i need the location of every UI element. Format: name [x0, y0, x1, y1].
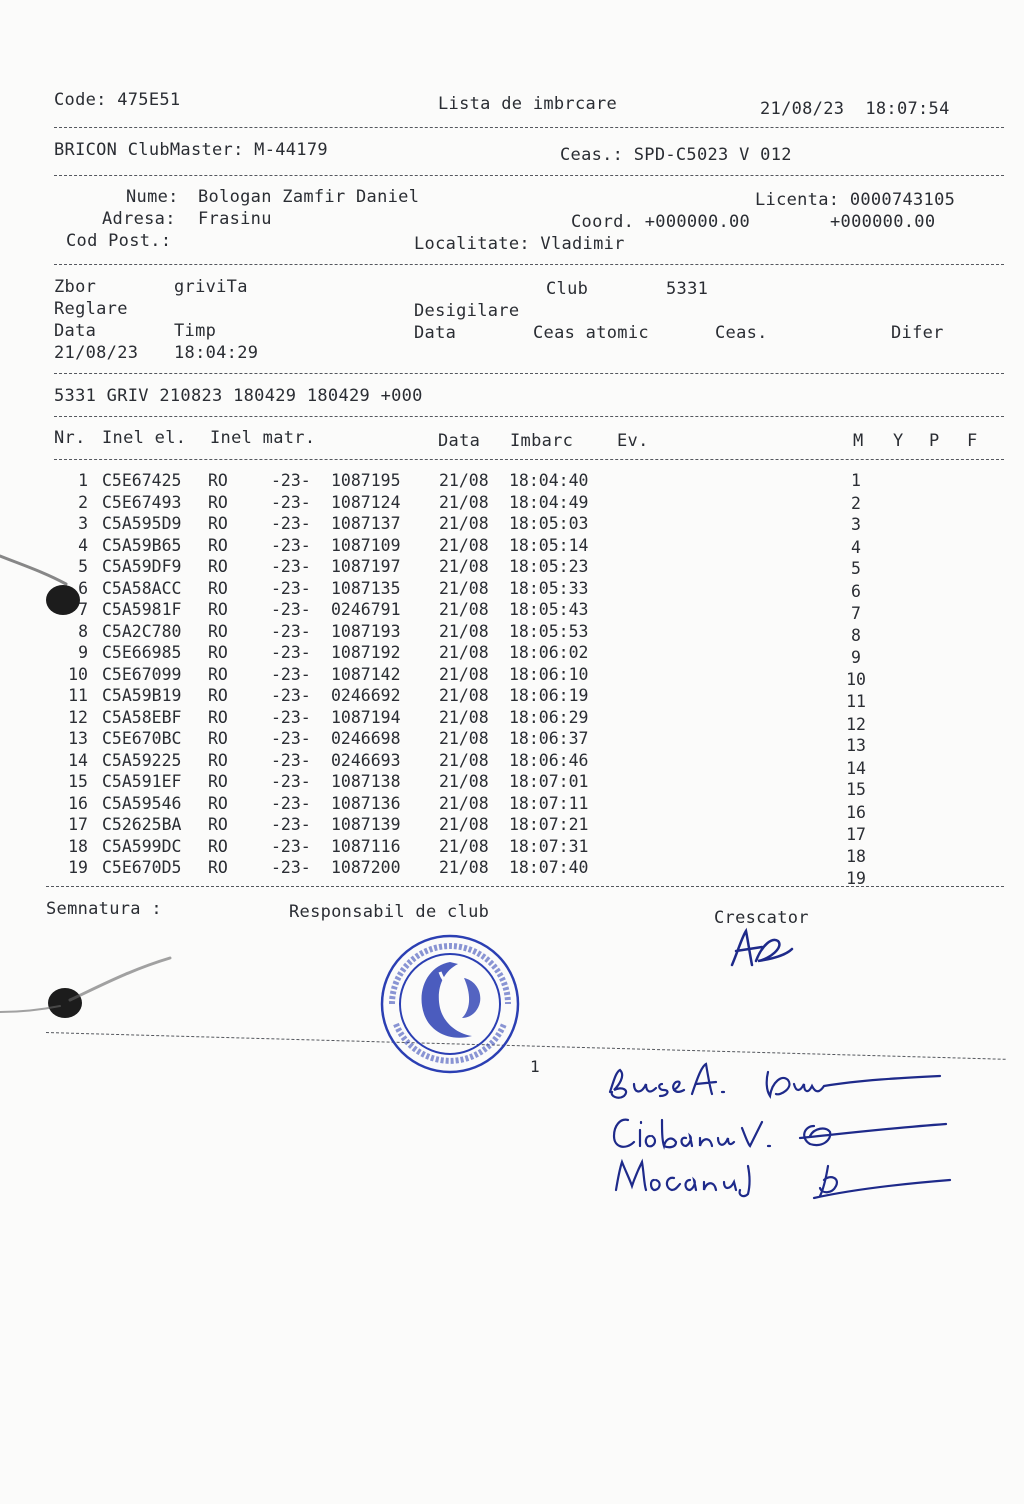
cell-matr: 1087195 — [331, 471, 401, 490]
cell-an: -23- — [271, 557, 311, 576]
cell-ro: RO — [208, 793, 228, 813]
cell-inel: C5A58EBF — [102, 707, 182, 727]
cell-m: 17 — [846, 825, 866, 844]
cell-nr: 13 — [68, 729, 88, 748]
cell-ro: RO — [208, 729, 228, 748]
cell-data: 21/08 — [439, 621, 489, 641]
cell-ro: RO — [208, 621, 228, 641]
cell-imbarc: 18:06:19 — [509, 686, 589, 705]
cell-inel: C5E670D5 — [102, 858, 182, 877]
cell-data: 21/08 — [439, 858, 489, 877]
reglare-label: Reglare — [54, 299, 128, 319]
cell-data: 21/08 — [439, 578, 489, 598]
cell-imbarc: 18:05:23 — [509, 557, 589, 576]
flight-name: griviTa — [174, 277, 248, 297]
col-m: M — [853, 431, 864, 451]
cell-data: 21/08 — [439, 772, 489, 791]
binder-wire — [0, 950, 180, 1020]
table-row — [0, 622, 1024, 643]
cell-inel: C5E67099 — [102, 664, 182, 684]
cell-an: -23- — [271, 621, 311, 641]
cell-matr: 0246692 — [331, 686, 401, 705]
cell-data: 21/08 — [439, 471, 489, 490]
code-label: Code: 475E51 — [54, 90, 181, 110]
cell-imbarc: 18:05:53 — [509, 621, 589, 641]
cell-m: 10 — [846, 669, 866, 689]
cell-matr: 1087135 — [331, 578, 401, 598]
table-row — [0, 793, 1024, 822]
ceas-label: Ceas. — [715, 323, 768, 343]
divider — [54, 459, 1004, 460]
cell-m: 16 — [846, 802, 866, 822]
cell-matr: 1087142 — [331, 664, 401, 684]
club-responsible-label: Responsabil de club — [289, 902, 490, 922]
cell-inel: C5A59DF9 — [102, 557, 182, 576]
cell-inel: C5E67425 — [102, 471, 182, 490]
cell-imbarc: 18:05:43 — [509, 600, 589, 619]
cell-data: 21/08 — [439, 707, 489, 727]
cell-nr: 1 — [78, 471, 88, 490]
col-f: F — [967, 431, 978, 451]
cell-m: 4 — [851, 537, 861, 557]
reglare-date: 21/08/23 — [54, 343, 139, 363]
signature-label: Semnatura : — [46, 899, 162, 919]
cell-inel: C52625BA — [102, 815, 182, 834]
cell-m: 18 — [846, 846, 866, 866]
table-row — [0, 707, 1024, 734]
table-row — [0, 600, 1024, 621]
clock-id: Ceas.: SPD-C5023 V 012 — [560, 145, 792, 165]
coordinates-secondary: +000000.00 — [830, 212, 936, 232]
cell-inel: C5A591EF — [102, 772, 182, 791]
cell-an: -23- — [271, 514, 311, 533]
cell-matr: 1087193 — [331, 621, 401, 641]
cell-data: 21/08 — [439, 492, 489, 512]
cell-nr: 15 — [68, 772, 88, 791]
club-stamp — [378, 932, 522, 1076]
cell-an: -23- — [271, 707, 311, 727]
cell-matr: 1087116 — [331, 836, 401, 856]
cell-matr: 0246698 — [331, 729, 401, 748]
cell-nr: 10 — [68, 664, 88, 684]
cell-ro: RO — [208, 836, 228, 856]
adresa-label: Adresa: — [102, 209, 176, 229]
cell-m: 14 — [846, 758, 866, 778]
table-row — [0, 858, 1024, 888]
locality: Localitate: Vladimir — [414, 234, 625, 254]
cell-matr: 1087138 — [331, 772, 401, 791]
cell-matr: 1087137 — [331, 514, 401, 533]
col-inel-el: Inel el. — [102, 428, 187, 448]
table-row — [0, 729, 1024, 755]
cell-data: 21/08 — [439, 535, 489, 555]
cell-an: -23- — [271, 750, 311, 770]
cell-ro: RO — [208, 707, 228, 727]
col-imbarc: Imbarc — [510, 431, 574, 451]
zbor-label: Zbor — [54, 277, 97, 297]
cell-nr: 9 — [78, 643, 88, 662]
cell-inel: C5A58ACC — [102, 578, 182, 598]
cell-an: -23- — [271, 664, 311, 684]
table-row — [0, 643, 1024, 667]
cell-nr: 8 — [78, 621, 88, 641]
cell-m: 3 — [851, 515, 861, 534]
cell-an: -23- — [271, 578, 311, 598]
cell-an: -23- — [271, 836, 311, 856]
cell-imbarc: 18:06:10 — [509, 664, 589, 684]
cell-ro: RO — [208, 578, 228, 598]
cell-inel: C5A59546 — [102, 793, 182, 813]
cell-imbarc: 18:06:37 — [509, 729, 589, 748]
cell-inel: C5E67493 — [102, 492, 182, 512]
cell-ro: RO — [208, 514, 228, 533]
cell-ro: RO — [208, 815, 228, 834]
cell-nr: 14 — [68, 750, 88, 770]
cell-matr: 1087124 — [331, 492, 401, 512]
table-row — [0, 836, 1024, 866]
club-label: Club — [546, 279, 589, 299]
cell-inel: C5E670BC — [102, 729, 182, 748]
cell-data: 21/08 — [439, 750, 489, 770]
cell-ro: RO — [208, 686, 228, 705]
cell-ro: RO — [208, 535, 228, 555]
cell-an: -23- — [271, 535, 311, 555]
ceas-atomic-label: Ceas atomic — [533, 323, 649, 343]
cell-inel: C5A2C780 — [102, 621, 182, 641]
table-row — [0, 536, 1024, 557]
cell-m: 11 — [846, 692, 866, 711]
flight-code-line: 5331 GRIV 210823 180429 180429 +000 — [54, 386, 423, 406]
table-row — [0, 557, 1024, 578]
page-title: Lista de imbrcare — [438, 94, 618, 114]
cell-ro: RO — [208, 643, 228, 662]
cell-nr: 2 — [78, 492, 88, 512]
table-row — [0, 471, 1024, 492]
breeder-signature — [712, 925, 812, 971]
cell-imbarc: 18:04:40 — [509, 471, 589, 490]
cell-m: 12 — [846, 714, 866, 734]
cell-imbarc: 18:05:14 — [509, 535, 589, 555]
cell-an: -23- — [271, 729, 311, 748]
cell-data: 21/08 — [439, 643, 489, 662]
cell-ro: RO — [208, 600, 228, 619]
cell-data: 21/08 — [439, 514, 489, 533]
owner-address: Frasinu — [198, 209, 272, 229]
divider — [54, 416, 1004, 417]
cell-data: 21/08 — [439, 729, 489, 748]
cell-matr: 1087200 — [331, 858, 401, 877]
binder-wire — [0, 550, 80, 620]
cell-m: 5 — [851, 559, 861, 578]
cell-inel: C5A59225 — [102, 750, 182, 770]
data-label: Data — [54, 321, 97, 341]
coordinates: Coord. +000000.00 — [571, 212, 751, 232]
cell-imbarc: 18:07:21 — [509, 815, 589, 834]
table-row — [0, 493, 1024, 514]
cell-an: -23- — [271, 471, 311, 490]
cell-imbarc: 18:06:29 — [509, 707, 589, 727]
col-nr: Nr. — [54, 428, 86, 448]
cell-nr: 11 — [68, 686, 88, 705]
cell-inel: C5A59B65 — [102, 535, 182, 555]
cell-matr: 1087192 — [331, 643, 401, 662]
timp-label: Timp — [174, 321, 217, 341]
cell-matr: 1087197 — [331, 557, 401, 576]
cell-nr: 18 — [68, 836, 88, 856]
cell-ro: RO — [208, 858, 228, 877]
cell-ro: RO — [208, 557, 228, 576]
cell-nr: 7 — [78, 600, 88, 619]
cell-data: 21/08 — [439, 836, 489, 856]
cell-matr: 0246791 — [331, 600, 401, 619]
col-inel-matr: Inel matr. — [210, 428, 316, 448]
nume-label: Nume: — [126, 187, 179, 207]
cell-nr: 19 — [68, 858, 88, 877]
desigilare-label: Desigilare — [414, 301, 520, 321]
committee-signatures — [600, 1050, 960, 1210]
cell-inel: C5A599DC — [102, 836, 182, 856]
cell-imbarc: 18:04:49 — [509, 492, 589, 512]
cell-data: 21/08 — [439, 815, 489, 834]
software-version: BRICON ClubMaster: M-44179 — [54, 140, 328, 160]
cell-data: 21/08 — [439, 793, 489, 813]
cell-imbarc: 18:06:02 — [509, 643, 589, 662]
cell-inel: C5E66985 — [102, 643, 182, 662]
data2-label: Data — [414, 323, 457, 343]
cell-m: 15 — [846, 780, 866, 799]
col-y: Y — [893, 431, 904, 451]
cell-m: 19 — [846, 869, 866, 888]
cell-matr: 1087136 — [331, 793, 401, 813]
table-row — [0, 815, 1024, 844]
cell-an: -23- — [271, 600, 311, 619]
cell-nr: 4 — [78, 535, 88, 555]
breeder-label: Crescator — [714, 908, 809, 928]
cod-post-label: Cod Post.: — [66, 231, 172, 251]
divider — [54, 264, 1004, 265]
cell-data: 21/08 — [439, 600, 489, 619]
divider — [54, 127, 1004, 128]
page-number: 1 — [530, 1057, 540, 1076]
cell-an: -23- — [271, 492, 311, 512]
cell-ro: RO — [208, 772, 228, 791]
cell-ro: RO — [208, 750, 228, 770]
cell-inel: C5A5981F — [102, 600, 182, 619]
cell-inel: C5A595D9 — [102, 514, 182, 533]
club-number: 5331 — [666, 279, 709, 299]
table-row — [0, 772, 1024, 799]
table-row — [0, 664, 1024, 689]
cell-imbarc: 18:07:40 — [509, 858, 589, 877]
cell-m: 7 — [851, 604, 861, 623]
cell-m: 8 — [851, 625, 861, 645]
cell-matr: 0246693 — [331, 750, 401, 770]
cell-ro: RO — [208, 471, 228, 490]
cell-matr: 1087194 — [331, 707, 401, 727]
cell-nr: 5 — [78, 557, 88, 576]
cell-ro: RO — [208, 664, 228, 684]
print-datetime: 21/08/23 18:07:54 — [760, 99, 950, 119]
cell-imbarc: 18:05:03 — [509, 514, 589, 533]
cell-m: 1 — [851, 471, 861, 490]
cell-m: 2 — [851, 493, 861, 513]
cell-an: -23- — [271, 686, 311, 705]
col-p: P — [929, 431, 940, 451]
cell-imbarc: 18:07:01 — [509, 772, 589, 791]
cell-data: 21/08 — [439, 664, 489, 684]
cell-an: -23- — [271, 858, 311, 877]
cell-imbarc: 18:05:33 — [509, 578, 589, 598]
divider — [46, 886, 1004, 887]
cell-inel: C5A59B19 — [102, 686, 182, 705]
table-row — [0, 579, 1024, 600]
cell-matr: 1087109 — [331, 535, 401, 555]
reglare-time: 18:04:29 — [174, 343, 259, 363]
owner-name: Bologan Zamfir Daniel — [198, 187, 420, 207]
cell-data: 21/08 — [439, 686, 489, 705]
cell-imbarc: 18:06:46 — [509, 750, 589, 770]
cell-an: -23- — [271, 815, 311, 834]
table-row — [0, 750, 1024, 778]
cell-m: 13 — [846, 736, 866, 755]
cell-nr: 17 — [68, 815, 88, 834]
divider — [54, 175, 1004, 176]
cell-m: 9 — [851, 648, 861, 667]
cell-data: 21/08 — [439, 557, 489, 576]
table-row — [0, 686, 1024, 711]
cell-an: -23- — [271, 643, 311, 662]
licence-number: Licenta: 0000743105 — [755, 190, 956, 210]
cell-an: -23- — [271, 772, 311, 791]
cell-nr: 12 — [68, 707, 88, 727]
col-ev: Ev. — [617, 431, 649, 451]
divider — [54, 373, 1004, 374]
cell-m: 6 — [851, 581, 861, 601]
cell-nr: 3 — [78, 514, 88, 533]
table-row — [0, 514, 1024, 535]
cell-matr: 1087139 — [331, 815, 401, 834]
cell-nr: 6 — [78, 578, 88, 598]
difer-label: Difer — [891, 323, 944, 343]
cell-imbarc: 18:07:11 — [509, 793, 589, 813]
col-data: Data — [438, 431, 481, 451]
cell-ro: RO — [208, 492, 228, 512]
cell-imbarc: 18:07:31 — [509, 836, 589, 856]
cell-an: -23- — [271, 793, 311, 813]
cell-nr: 16 — [68, 793, 88, 813]
